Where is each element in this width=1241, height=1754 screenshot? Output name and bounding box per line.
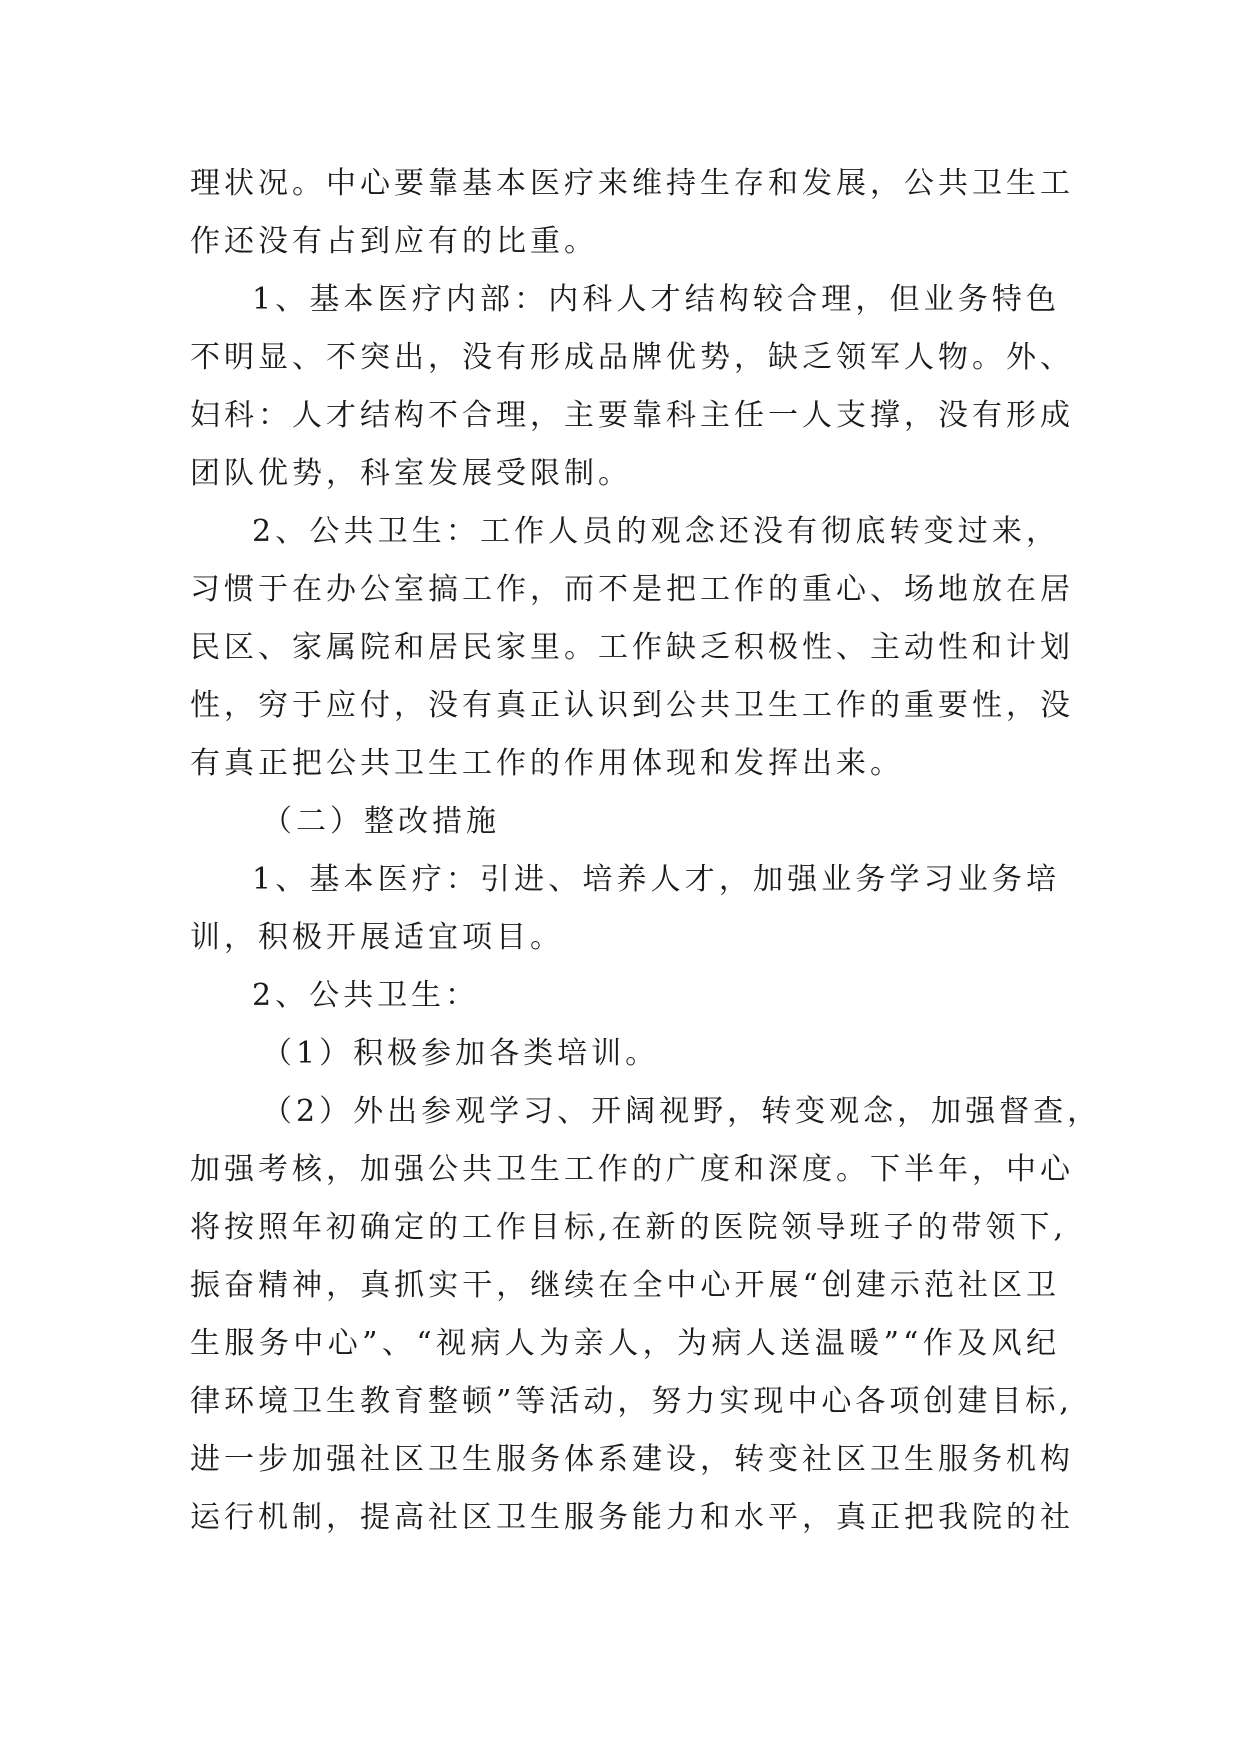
text-line: 习惯于在办公室搞工作，而不是把工作的重心、场地放在居 [190,572,1074,607]
text-line: 运行机制，提高社区卫生服务能力和水平，真正把我院的社 [190,1500,1074,1535]
text-line: 1、基本医疗内部：内科人才结构较合理，但业务特色 [252,282,1060,317]
text-line: 律环境卫生教育整顿”等活动，努力实现中心各项创建目标, [190,1384,1073,1419]
text-line: 作还没有占到应有的比重。 [190,224,598,259]
text-line: （2）外出参观学习、开阔视野，转变观念，加强督查， [262,1094,1102,1129]
text-line: 理状况。中心要靠基本医疗来维持生存和发展，公共卫生工 [190,166,1074,201]
text-line: 民区、家属院和居民家里。工作缺乏积极性、主动性和计划 [190,630,1074,665]
text-line: 团队优势，科室发展受限制。 [190,456,632,491]
text-line: 有真正把公共卫生工作的作用体现和发挥出来。 [190,746,904,781]
text-line: 不明显、不突出，没有形成品牌优势，缺乏领军人物。外、 [190,340,1074,375]
document-body [190,155,1102,1547]
text-line: 生服务中心”、“视病人为亲人，为病人送温暖”“作及风纪 [190,1326,1060,1361]
text-line: 性，穷于应付，没有真正认识到公共卫生工作的重要性，没 [190,688,1074,723]
text-line: 2、公共卫生： [252,978,480,1013]
section-heading: （二）整改措施 [262,804,500,839]
text-line: 振奋精神，真抓实干，继续在全中心开展“创建示范社区卫 [190,1268,1060,1303]
text-line: 进一步加强社区卫生服务体系建设，转变社区卫生服务机构 [190,1442,1074,1477]
text-line: （1）积极参加各类培训。 [262,1036,660,1071]
text-line: 妇科：人才结构不合理，主要靠科主任一人支撑，没有形成 [190,398,1074,433]
text-line: 将按照年初确定的工作目标,在新的医院领导班子的带领下, [190,1210,1068,1245]
text-line: 1、基本医疗：引进、培养人才，加强业务学习业务培 [252,862,1060,897]
text-line: 训，积极开展适宜项目。 [190,920,564,955]
text-line: 2、公共卫生：工作人员的观念还没有彻底转变过来， [252,514,1060,549]
text-line: 加强考核，加强公共卫生工作的广度和深度。下半年，中心 [190,1152,1074,1187]
